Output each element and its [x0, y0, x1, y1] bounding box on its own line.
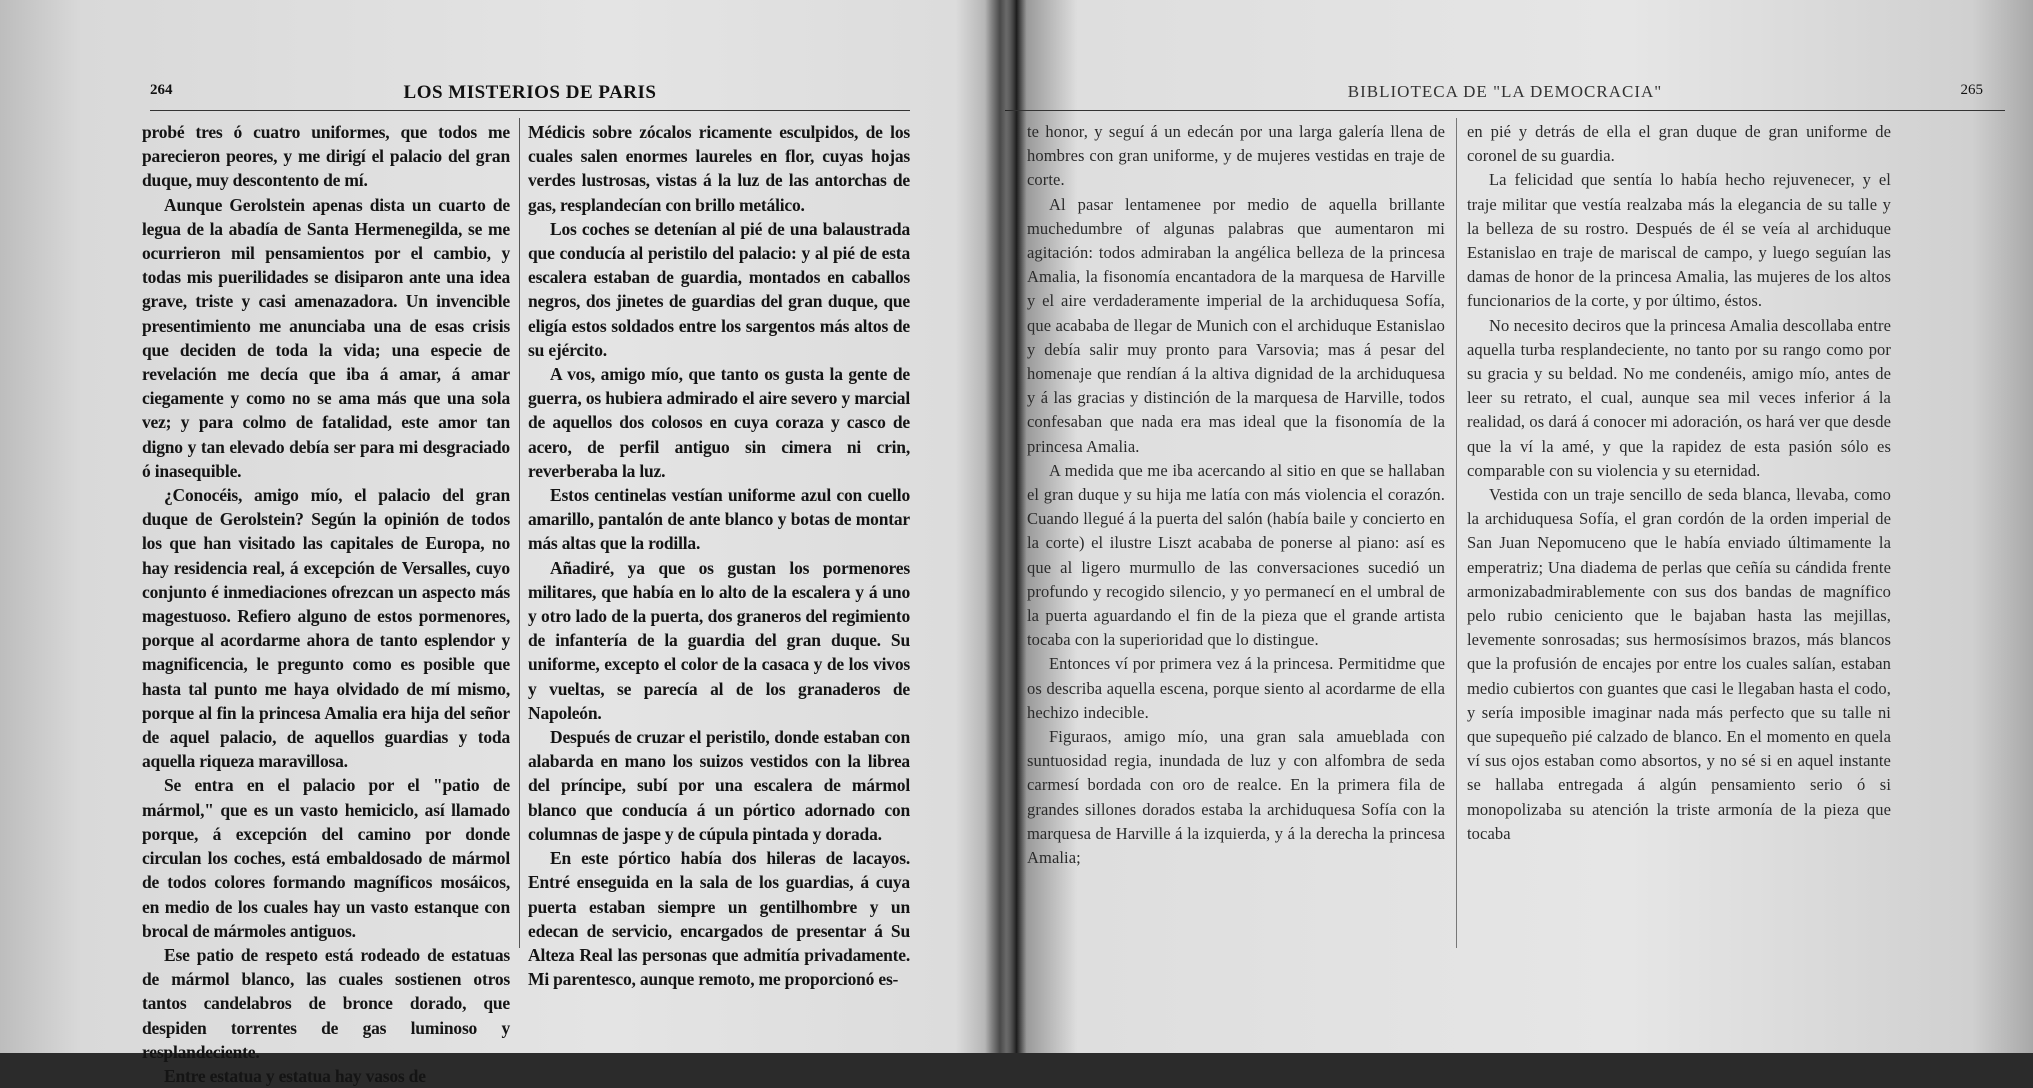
right-column-1	[1027, 120, 1445, 870]
right-column-2	[1467, 120, 1891, 846]
right-page-number: 265	[1960, 82, 1983, 98]
paragraph: Vestida con un traje sencillo de seda blanca, llevaba, como la archiduquesa Sofía, el gran cordón de la orden imperial de San Juan Nepomuceno que le había enviado últimamente la emperatriz; Una diadema de perlas que ceñía su cándida frente armonizabadmirablemente con sus dos bandas de magnífico pelo rubio ceniciento que le bajaban hasta las mejillas, levemente sonrosadas; sus hermosísimos brazos, más blancos que la profusión de encajes por entre los cuales salían, estaban medio cubiertos con guantes que casi le llegaban hasta el codo, y sería imposible imaginar nada más perfecto que su talle ni que supequeño pié calzado de blanco. En el momento en quela ví sus ojos estaban como absortos, y no sé si en aquel instante se hallaba entregada á algún pensamiento serio ó si monopolizaba su atención la triste armonía de la pieza que tocaba	[1467, 485, 1891, 843]
right-running-title: BIBLIOTECA DE "LA DEMOCRACIA"	[1347, 82, 1663, 101]
paragraph: Médicis sobre zócalos ricamente esculpidos, de los cuales salen enormes laureles en flor, cuyas hojas verdes lustrosas, vistas á la luz de las antorchas de gas, resplandecían con brillo metálico.	[528, 122, 910, 215]
paragraph: No necesito deciros que la princesa Amalia descollaba entre aquella turba resplandeciente, no tanto por su rango como por su gracia y su beldad. No me condenéis, amigo mío, antes de leer su retrato, el cual, aunque sea mil veces inferior á la realidad, os dará á conocer mi adoración, os hará ver que desde que la ví la amé, y que la rapidez de esta pasión sólo es comparable con su violencia y su eternidad.	[1467, 315, 1891, 480]
paragraph: probé tres ó cuatro uniformes, que todos me parecieron peores, y me dirigí el palacio del gran duque, muy descontento de mí.	[142, 122, 510, 191]
left-running-title: LOS MISTERIOS DE PARIS	[403, 82, 657, 103]
paragraph: Se entra en el palacio por el "patio de mármol," que es un vasto hemiciclo, así llamado porque, á excepción del camino por donde circulan los coches, está embaldosado de mármol de todos colores formando magníficos mosáicos, en medio de los cuales hay un vasto estanque con brocal de mármoles antiguos.	[142, 775, 510, 941]
left-running-head	[150, 82, 910, 111]
paragraph: Estos centinelas vestían uniforme azul con cuello amarillo, pantalón de ante blanco y botas de montar más altas que la rodilla.	[528, 485, 910, 554]
paragraph: te honor, y seguí á un edecán por una larga galería llena de hombres con gran uniforme, y de mujeres vestidas en traje de corte.	[1027, 122, 1445, 190]
paragraph: Después de cruzar el peristilo, donde estaban con alabarda en mano los suizos vestidos con la librea del príncipe, subí por una escalera de mármol blanco que conducía á un pórtico adornado con columnas de jaspe y de cúpula pintada y dorada.	[528, 727, 910, 844]
left-page	[0, 0, 1000, 1086]
paragraph: Ese patio de respeto está rodeado de estatuas de mármol blanco, las cuales sostienen otros tantos candelabros de bronce dorado, que despiden torrentes de gas luminoso y resplandeciente.	[142, 944, 510, 1062]
paragraph: Añadiré, ya que os gustan los pormenores militares, que había en lo alto de la escalera y á uno y otro lado de la puerta, dos graneros del regimiento de infantería de la guardia del gran duque. Su uniforme, excepto el color de la casaca y de los vivos y vueltas, se parecía al de los granaderos de Napoleón.	[528, 557, 910, 723]
right-page	[1005, 0, 2033, 1053]
right-column-rule	[1456, 118, 1457, 948]
paragraph: En este pórtico había dos hileras de lacayos. Entré enseguida en la sala de los guardias, á cuya puerta estaban siempre un gentilhombre y un edecan de servicio, encargados de presentar á Su Alteza Real las personas que admitía privadamente. Mi parentesco, aunque remoto, me proporcionó es-	[528, 848, 910, 990]
paragraph: Entre estatua y estatua hay vasos de	[164, 1065, 426, 1086]
paragraph: Figuraos, amigo mío, una gran sala amueblada con suntuosidad regia, inundada de luz y con alfombra de seda carmesí bordada con oro de realce. En la primera fila de grandes sillones dorados estaba la archiduquesa Sofía con la marquesa de Harville á la izquierda, y á la derecha la princesa Amalia;	[1027, 727, 1445, 868]
left-column-2	[528, 120, 910, 991]
paragraph: A vos, amigo mío, que tanto os gusta la gente de guerra, os hubiera admirado el aire severo y marcial de aquellos dos colosos en cuya coraza y casco de acero, de perfil antiguo sin cimera ni crin, reverberaba la luz.	[528, 364, 910, 481]
right-running-head	[1005, 82, 2005, 111]
paragraph: Aunque Gerolstein apenas dista un cuarto de legua de la abadía de Santa Hermenegilda, se me ocurrieron mil pensamientos por el cambio, y todas mis puerilidades se disiparon ante una idea grave, triste y casi amenazadora. Un invencible presentimiento me anunciaba una de esas crisis que deciden de toda la vida; una especie de revelación me decía que iba á amar, á amar ciegamente y como no se ama más que una sola vez; y para colmo de fatalidad, este amor tan digno y tan elevado debía ser para mi desgraciado ó inasequible.	[142, 194, 510, 481]
paragraph: A medida que me iba acercando al sitio en que se hallaban el gran duque y su hija me latía con más violencia el corazón. Cuando llegué á la puerta del salón (había baile y concierto en la corte) el ilustre Liszt acababa de ponerse al piano: así es que al ligero murmullo de las conversaciones sucedió un profundo y recogido silencio, y yo permanecí en el umbral de la puerta aguardando el fin de la pieza que el grande artista tocaba con la superioridad que lo distingue.	[1027, 460, 1445, 650]
paragraph: Entonces ví por primera vez á la princesa. Permitidme que os describa aquella escena, porque siento al acordarme de ella hechizo indecible.	[1027, 654, 1445, 722]
paragraph: ¿Conocéis, amigo mío, el palacio del gran duque de Gerolstein? Según la opinión de todos los que han visitado las capitales de Europa, no hay residencia real, á excepción de Versalles, cuyo conjunto é inmediaciones ofrezcan un aspecto más magestuoso. Refiero alguno de estos pormenores, porque al acordarme ahora de tanto esplendor y magnificencia, le pregunto como es posible que hasta tal punto me haya olvidado de mí mismo, porque al fin la princesa Amalia era hija del señor de aquel palacio, de aquellos guardias y toda aquella riqueza maravillosa.	[142, 485, 510, 772]
left-column-1	[142, 120, 510, 1088]
paragraph: en pié y detrás de ella el gran duque de gran uniforme de coronel de su guardia.	[1467, 122, 1891, 166]
paragraph: La felicidad que sentía lo había hecho rejuvenecer, y el traje militar que vestía realzaba más la elegancia de su talle y la belleza de su rostro. Después de él se veía al archiduque Estanislao en traje de mariscal de campo, y luego seguían las damas de honor de la princesa Amalia, las mujeres de los altos funcionarios de la corte, y por último, éstos.	[1467, 170, 1891, 311]
left-page-number: 264	[150, 82, 173, 98]
paragraph: Los coches se detenían al pié de una balaustrada que conducía al peristilo del palacio: y al pié de esta escalera estaban de guardia, montados en caballos negros, dos jinetes de guardias del gran duque, que eligía estos soldados entre los sargentos más altos de su ejército.	[528, 218, 910, 360]
paragraph: Al pasar lentamenee por medio de aquella brillante muchedumbre of algunas palabras que aumentaron mi agitación: todos admiraban la angélica belleza de la princesa Amalia, la fisonomía encantadora de la marquesa de Harville y el aire verdaderamente imperial de la archiduquesa Sofía, que acababa de llegar de Munich con el archiduque Estanislao y debía salir muy pronto para Varsovia; mas á pesar del homenaje que rendían á la altiva dignidad de la archiduquesa y á las gracias y distinción de la marquesa de Harville, todos confesaban que nada era mas ideal que la fisonomía de la princesa Amalia.	[1027, 194, 1445, 456]
left-column-rule	[519, 118, 520, 948]
